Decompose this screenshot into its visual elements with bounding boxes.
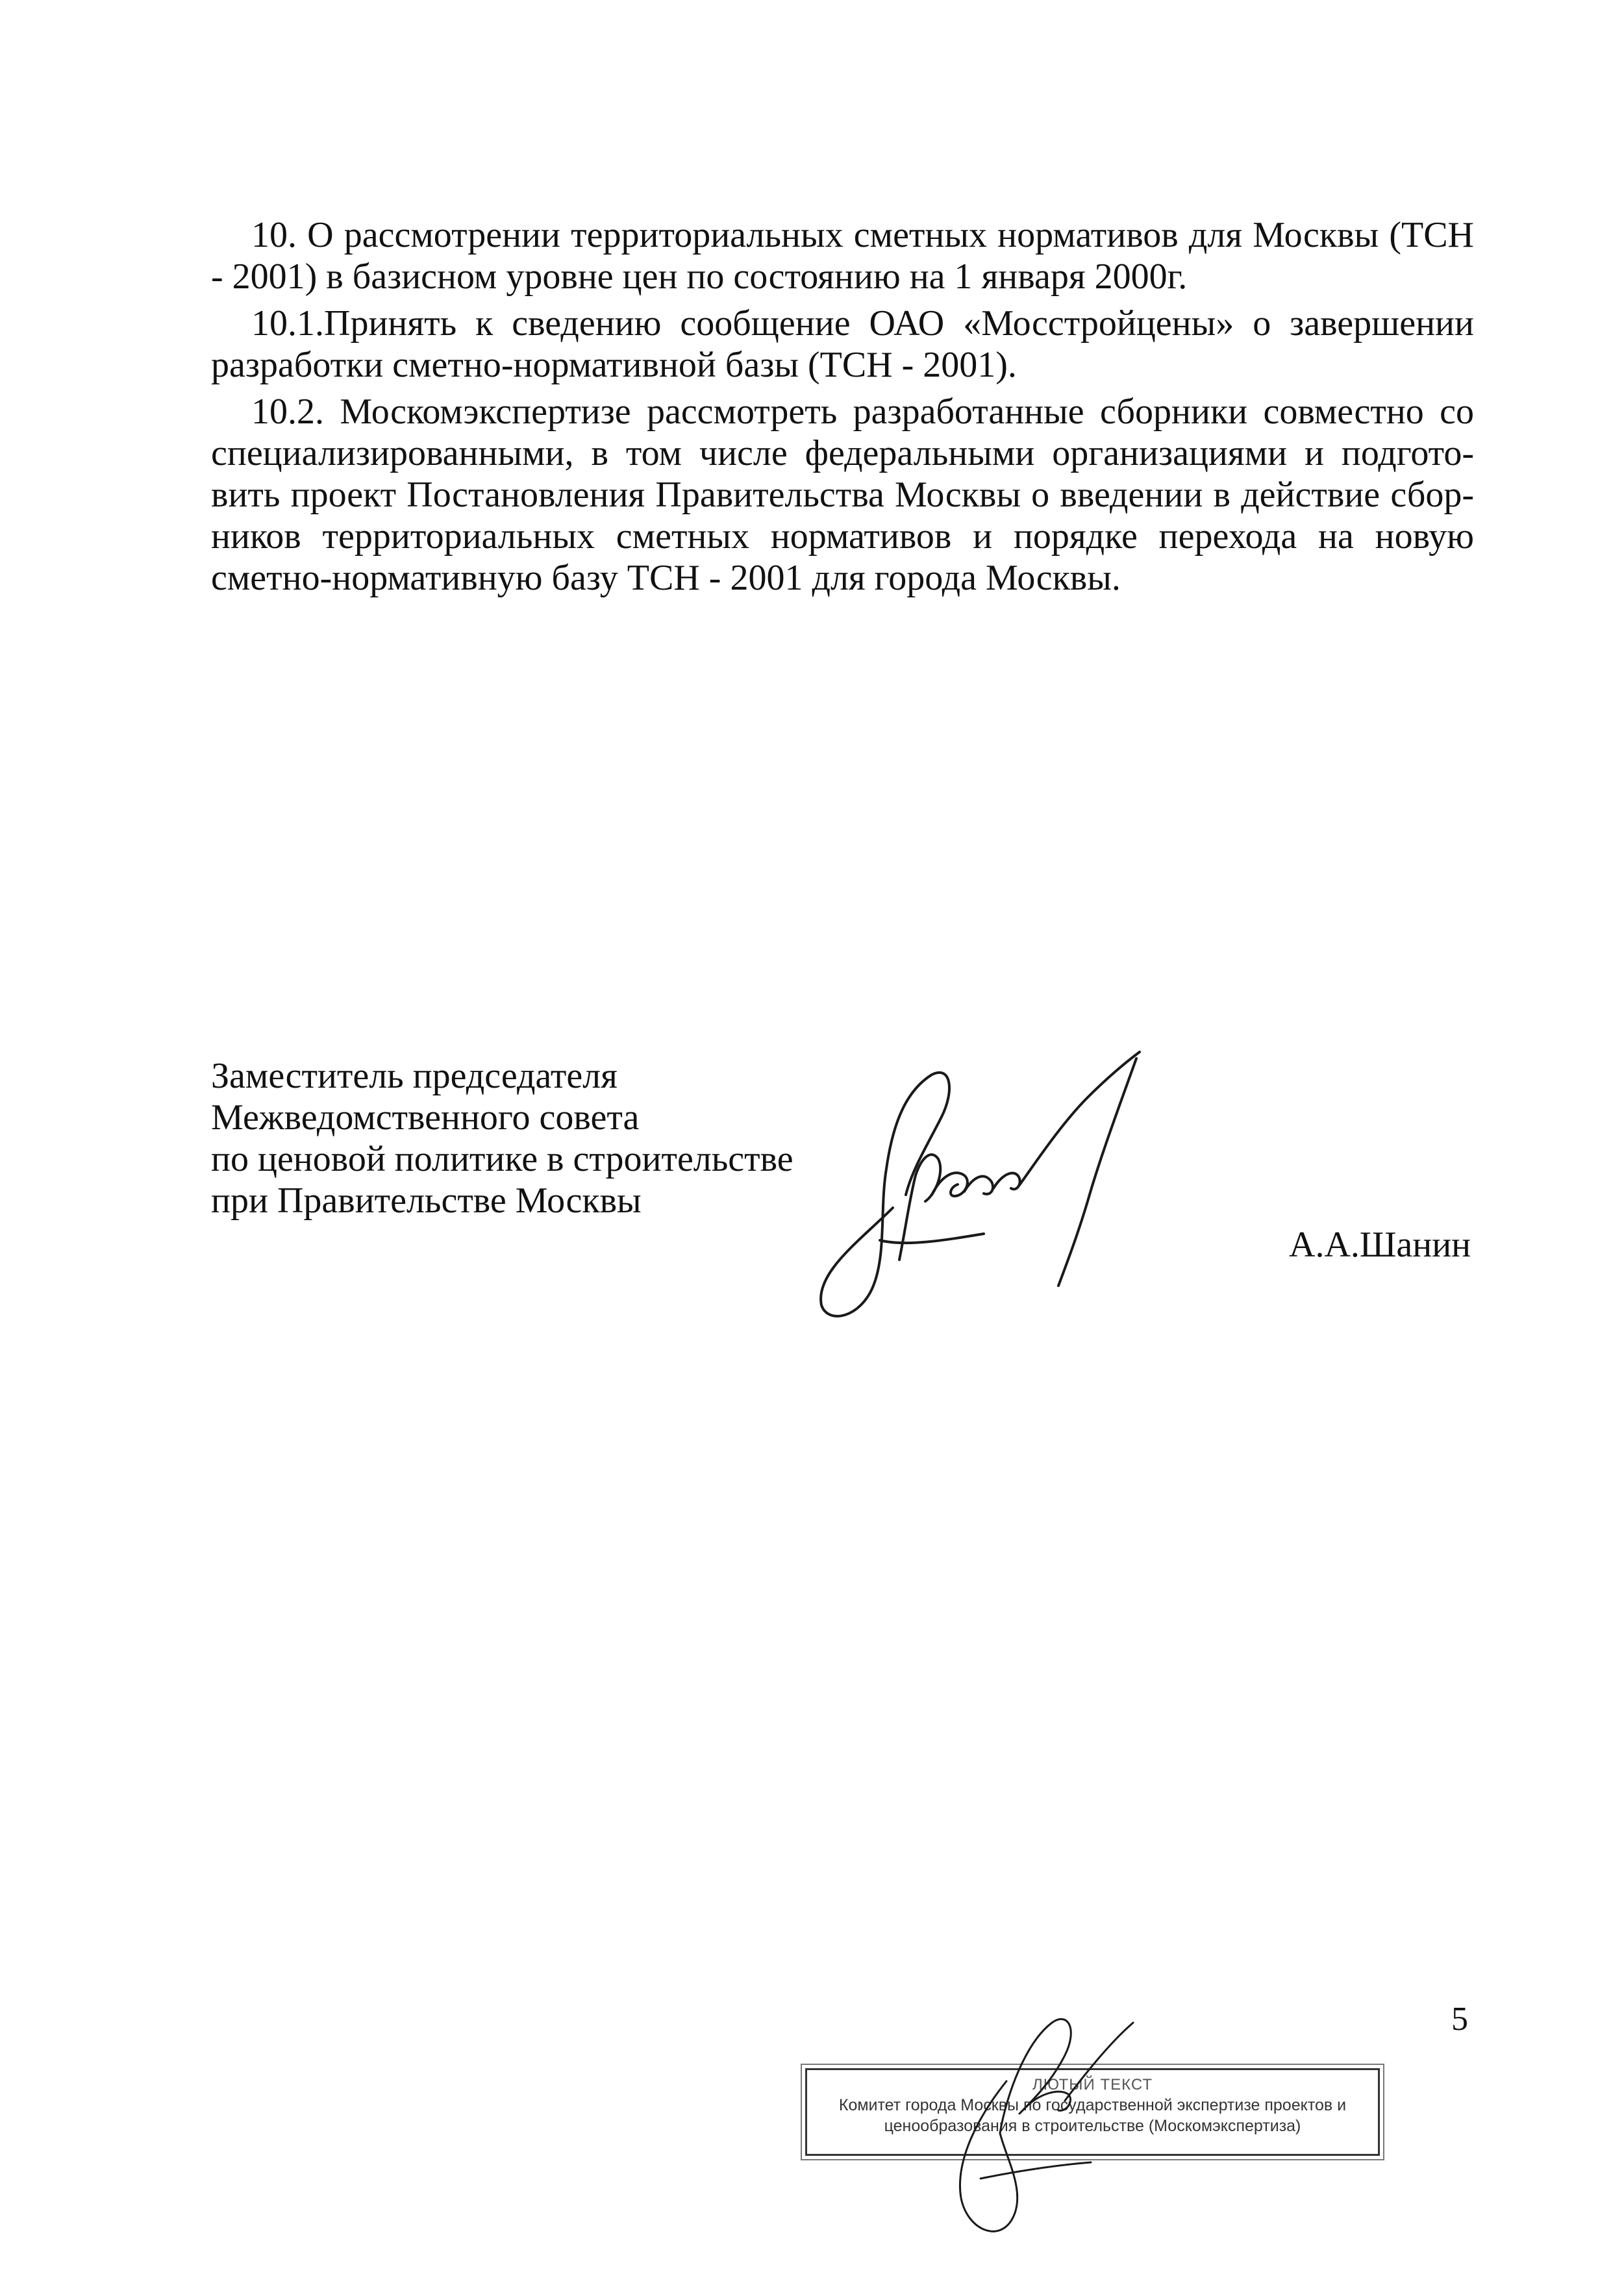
signatory-title-line: при Правительстве Москвы (211, 1181, 642, 1221)
stamp-signature (929, 2003, 1143, 2250)
stamp-line-2: Комитет города Москвы по государственной экспертизе проектов и (838, 2096, 1347, 2114)
stamp-line-3: ценообразования в строительстве (Москомэкспертиза) (884, 2117, 1301, 2135)
signatory-name: А.А.Шанин (1289, 1225, 1471, 1265)
signatory-title-line: по ценовой политике в строительстве (211, 1139, 793, 1179)
signatory-title-line: Заместитель председателя (211, 1056, 618, 1096)
body-text (211, 214, 1474, 604)
stamp-line-1: ЛЮТЫЙ ТЕКСТ (1032, 2076, 1153, 2093)
page-number: 5 (1451, 2001, 1468, 2038)
handwritten-signature (802, 1045, 1146, 1325)
paragraph-10-1: 10.1.Принять к сведению сообщение ОАО «Мосстройцены» о завершении разработки сметно-нормативной базы (ТСН - 2001). (211, 303, 1474, 385)
paragraph-10-2: 10.2. Москомэкспертизе рассмотреть разработанные сборники совместно со специализированными, в том числе федеральными организациями и подгото-вить проект Постановления Правительства Москвы о введении в действие сбор-ников территориальных сметных нормативов и порядке перехода на новую сметно-нормативную базу ТСН - 2001 для города Москвы. (211, 392, 1474, 598)
signatory-title (211, 1055, 793, 1221)
signatory-title-line: Межведомственного совета (211, 1097, 640, 1138)
paragraph-10: 10. О рассмотрении территориальных сметных нормативов для Москвы (ТСН - 2001) в базисном уровне цен по состоянию на 1 января 2000г. (211, 215, 1474, 297)
